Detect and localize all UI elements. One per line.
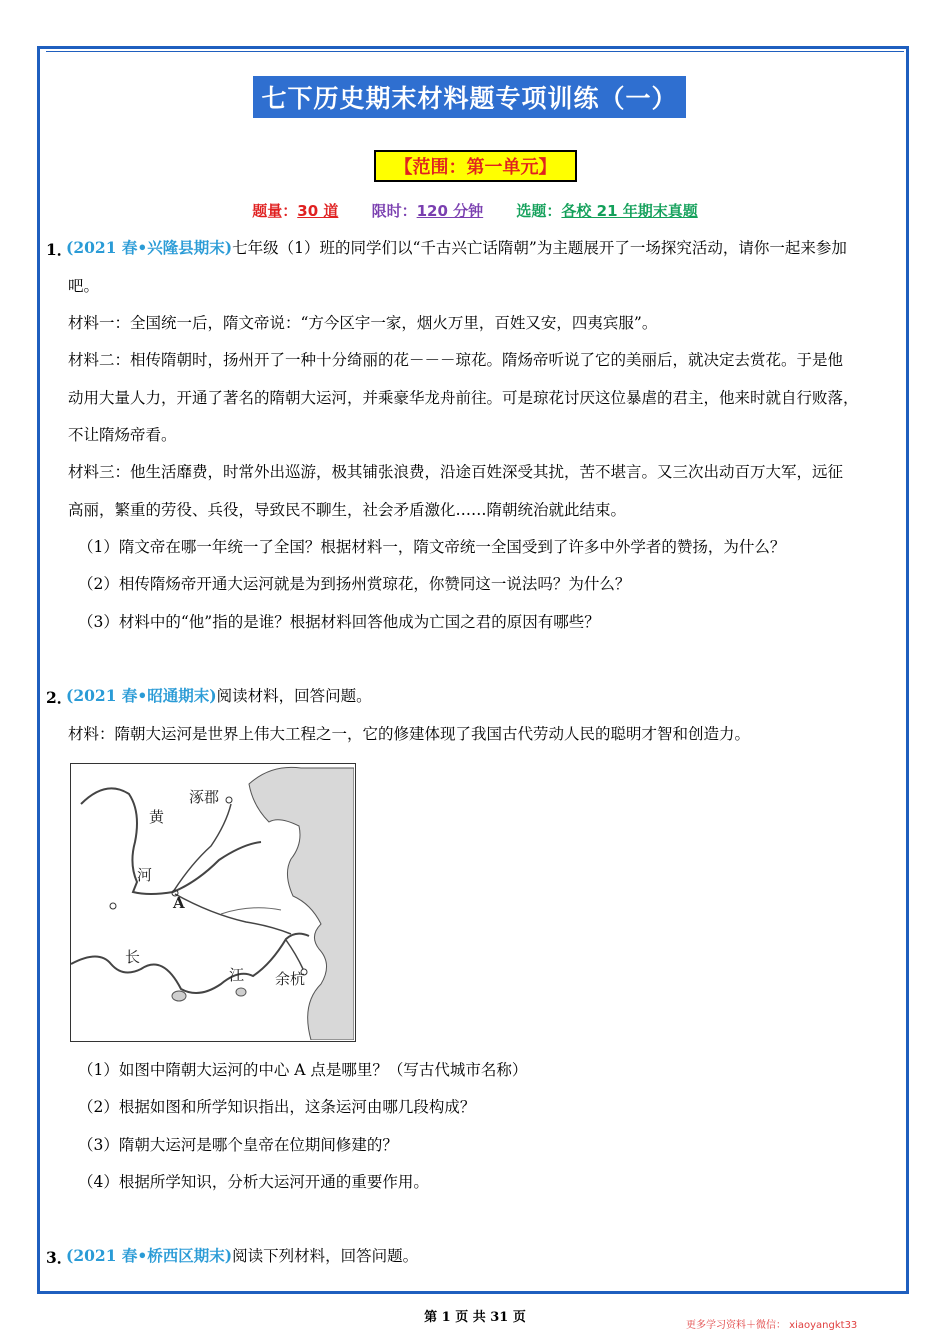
q2-number: 2． xyxy=(46,688,73,707)
q1-material-1: 材料一：全国统一后，隋文帝说：“方今区宇一家，烟火万里，百姓又安，四夷宾服”。 xyxy=(68,314,658,332)
q1-number: 1． xyxy=(46,240,73,259)
q3-intro xyxy=(66,1246,418,1266)
page-number: 第 1 页 共 31 页 xyxy=(424,1310,526,1325)
q1-sub-1: （1）隋文帝在哪一年统一了全国？根据材料一，隋文帝统一全国受到了许多中外学者的赞扬，为什么？ xyxy=(78,538,786,556)
q3-source: (2021 春•桥西区期末) xyxy=(66,1246,233,1265)
yongji-canal xyxy=(173,804,231,892)
lake-1 xyxy=(172,991,186,1001)
q2-material: 材料：隋朝大运河是世界上伟大工程之一，它的修建体现了我国古代劳动人民的聪明才智和创造力。 xyxy=(68,725,751,743)
q1-intro xyxy=(66,238,847,258)
q1-intro-text: 七年级（1）班的同学们以“千古兴亡话隋朝”为主题展开了一场探究活动，请你一起来参加 xyxy=(232,239,847,257)
range-box: 【范围：第一单元】 xyxy=(374,150,577,182)
label-point-a: A xyxy=(173,894,185,912)
label-huang: 黄 xyxy=(149,808,165,826)
time-label: 限时： xyxy=(371,202,417,220)
count-label: 题量： xyxy=(252,202,298,220)
q2-sub-1: （1）如图中隋朝大运河的中心 A 点是哪里？（写古代城市名称） xyxy=(78,1061,528,1079)
q1-material-2c: 不让隋炀帝看。 xyxy=(68,426,177,444)
q2-sub-3: （3）隋朝大运河是哪个皇帝在位期间修建的？ xyxy=(78,1136,398,1154)
label-he: 河 xyxy=(137,866,153,884)
source-value: 各校 21 年期末真题 xyxy=(561,202,698,220)
source-meta xyxy=(516,202,697,220)
q3-intro-text: 阅读下列材料，回答问题。 xyxy=(232,1247,419,1265)
meta-line xyxy=(0,200,950,221)
q2-sub-4: （4）根据所学知识，分析大运河开通的重要作用。 xyxy=(78,1173,429,1191)
label-chang: 长 xyxy=(125,948,141,966)
q1-sub-3: （3）材料中的“他”指的是谁？根据材料回答他成为亡国之君的原因有哪些？ xyxy=(78,613,600,631)
q1-intro-cont: 吧。 xyxy=(68,277,100,295)
watermark: 更多学习资料＋微信： xiaoyangkt33 xyxy=(686,1320,858,1331)
sea-area xyxy=(249,767,354,1040)
q1-material-2b: 动用大量人力，开通了著名的隋朝大运河，并乘豪华龙舟前往。可是琼花讨厌这位暴虐的君主，他来时就自行败落， xyxy=(68,389,859,407)
q1-sub-2: （2）相传隋炀帝开通大运河就是为到扬州赏琼花，你赞同这一说法吗？为什么？ xyxy=(78,575,631,593)
q2-source: (2021 春•昭通期末) xyxy=(66,686,217,705)
time-value: 120 分钟 xyxy=(416,202,484,220)
q1-material-3b: 高丽，繁重的劳役、兵役，导致民不聊生，社会矛盾激化……隋朝统治就此结束。 xyxy=(68,501,627,519)
source-label: 选题： xyxy=(516,202,562,220)
tongji-canal xyxy=(175,894,291,934)
q2-intro-text: 阅读材料，回答问题。 xyxy=(216,687,372,705)
jiangnan-canal xyxy=(286,940,303,969)
label-yuhang: 余杭 xyxy=(275,970,306,988)
q1-material-3a: 材料三：他生活靡费，时常外出巡游，极其铺张浪费，沿途百姓深受其扰，苦不堪言。又三次出动百万大军，远征 xyxy=(68,463,844,481)
time-meta xyxy=(372,202,484,220)
label-zhuojun: 涿郡 xyxy=(189,788,220,806)
huai-river xyxy=(221,908,281,914)
count-meta xyxy=(252,202,338,220)
frame-top-line xyxy=(46,51,904,52)
grand-canal-map xyxy=(70,763,356,1042)
q2-intro xyxy=(66,686,372,706)
yellow-river xyxy=(81,788,261,894)
page-title: 七下历史期末材料题专项训练（一） xyxy=(253,76,686,118)
q1-material-2a: 材料二：相传隋朝时，扬州开了一种十分绮丽的花－－－琼花。隋炀帝听说了它的美丽后，就决定去赏花。于是他 xyxy=(68,351,844,369)
west-city-dot xyxy=(110,903,116,909)
lake-2 xyxy=(236,988,246,996)
count-value: 30 道 xyxy=(297,202,339,220)
yangtze-river xyxy=(71,934,309,993)
zhuojun-dot xyxy=(226,797,232,803)
q2-sub-2: （2）根据如图和所学知识指出，这条运河由哪几段构成？ xyxy=(78,1098,476,1116)
q3-number: 3． xyxy=(46,1248,73,1267)
q1-source: (2021 春•兴隆县期末) xyxy=(66,238,233,257)
label-jiang: 江 xyxy=(229,966,245,984)
